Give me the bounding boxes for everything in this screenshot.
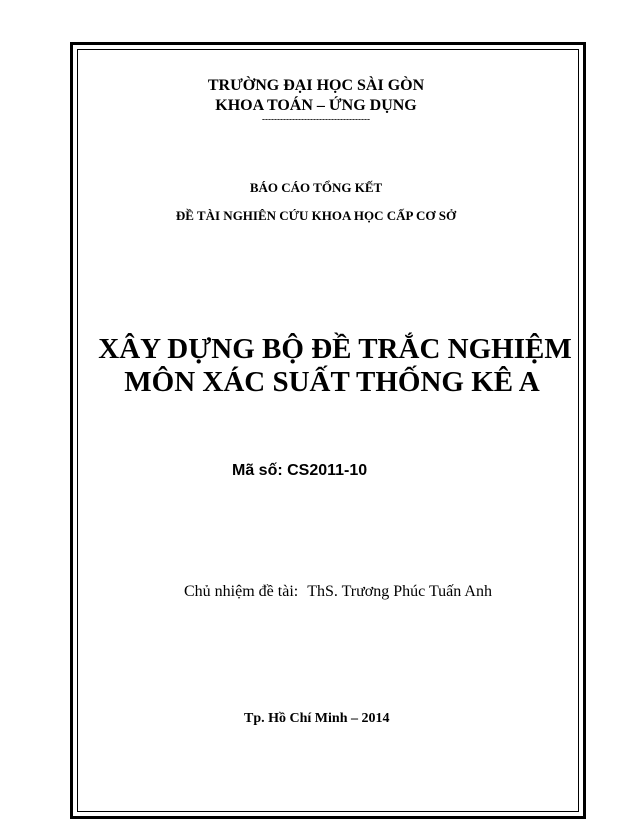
place-and-year: Tp. Hồ Chí Minh – 2014 [244, 711, 390, 726]
project-type: ĐỀ TÀI NGHIÊN CỨU KHOA HỌC CẤP CƠ SỞ [175, 208, 457, 223]
header-separator: ------------------------------------ [262, 114, 370, 124]
page-border-inner [77, 49, 579, 812]
investigator-name: ThS. Trương Phúc Tuấn Anh [307, 583, 492, 600]
investigator-label: Chủ nhiệm đề tài: [184, 583, 299, 600]
university-name: TRƯỜNG ĐẠI HỌC SÀI GÒN [207, 77, 425, 94]
document-title-line-1: XÂY DỰNG BỘ ĐỀ TRẮC NGHIỆM [98, 333, 572, 365]
faculty-name: KHOA TOÁN – ỨNG DỤNG [215, 97, 417, 114]
project-code: Mã số: CS2011-10 [232, 462, 368, 479]
document-title-line-2: MÔN XÁC SUẤT THỐNG KÊ A [124, 366, 540, 398]
principal-investigator [184, 583, 492, 601]
report-label: BÁO CÁO TỔNG KẾT [249, 180, 383, 195]
